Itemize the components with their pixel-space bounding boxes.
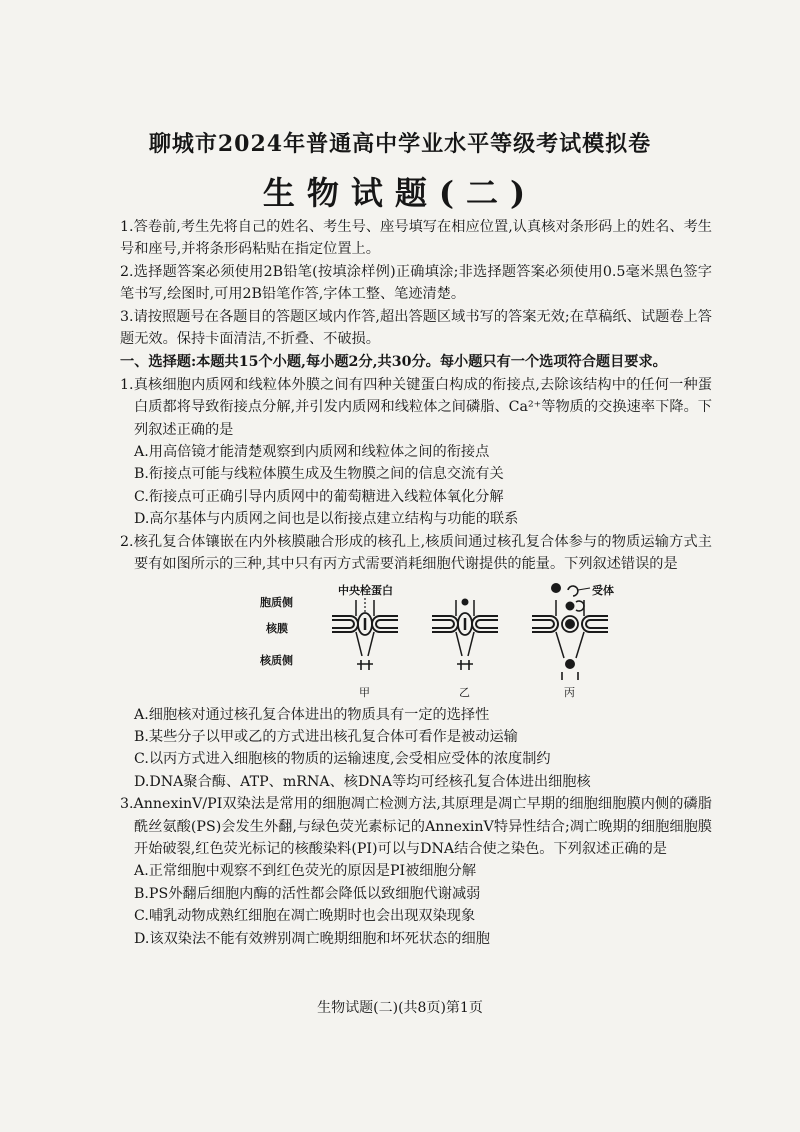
option-d: D.该双染法不能有效辨别凋亡晚期细胞和坏死状态的细胞 xyxy=(134,930,490,947)
question-1 xyxy=(120,374,712,531)
option-b: B.PS外翻后细胞内酶的活性都会降低以致细胞代谢减弱 xyxy=(134,885,481,902)
cytoplasm-side-label: 胞质侧 xyxy=(260,595,293,609)
nuclear-membrane-label: 核膜 xyxy=(266,621,288,635)
option-c: C.衔接点可正确引导内质网中的葡萄糖进入线粒体氧化分解 xyxy=(134,488,504,505)
label-yi: 乙 xyxy=(459,685,470,699)
nuclear-pore-diagram xyxy=(260,578,640,700)
question-stem: 1.真核细胞内质网和线粒体外膜之间有四种关键蛋白构成的衔接点,去除该结构中的任何一种蛋白质都将导致衔接点分解,并引发内质网和线粒体之间磷脂、Ca²⁺等物质的交换速率下降。下列叙述正确的是 xyxy=(120,376,712,438)
question-2 xyxy=(120,531,712,793)
nuclear-pore-figure xyxy=(260,578,640,700)
label-jia: 甲 xyxy=(359,685,370,699)
section-heading: 一、选择题:本题共15个小题,每小题2分,共30分。每小题只有一个选项符合题目要求。 xyxy=(120,354,667,371)
exam-title: 聊城市2024年普通高中学业水平等级考试模拟卷 xyxy=(148,131,652,157)
instruction-1: 1.答卷前,考生先将自己的姓名、考生号、座号填写在相应位置,认真核对条形码上的姓名、考生号和座号,并将条形码粘贴在指定位置上。 xyxy=(120,219,712,258)
option-b: B.衔接点可能与线粒体膜生成及生物膜之间的信息交流有关 xyxy=(134,466,504,483)
exam-body xyxy=(120,216,712,950)
nucleoplasm-side-label: 核质侧 xyxy=(260,653,293,667)
option-a: A.正常细胞中观察不到红色荧光的原因是PI被细胞分解 xyxy=(134,863,477,880)
pore-yi xyxy=(432,599,498,670)
question-stem: 3.AnnexinV/PI双染法是常用的细胞凋亡检测方法,其原理是凋亡早期的细胞细胞膜内侧的磷脂酰丝氨酸(PS)会发生外翻,与绿色荧光素标记的AnnexinV特异性结合;凋亡晚期的细胞细胞膜开始破裂,红色荧光标记的核酸染料(PI)可以与DNA结合使之染色。下列叙述正确的是 xyxy=(120,796,712,857)
question-3 xyxy=(120,793,712,950)
option-a: A.细胞核对通过核孔复合体进出的物质具有一定的选择性 xyxy=(134,706,490,723)
pore-jia xyxy=(332,598,398,670)
receptor-label: 受体 xyxy=(592,583,614,597)
central-plug-label: 中央栓蛋白 xyxy=(338,583,393,597)
label-bing: 丙 xyxy=(564,685,575,699)
question-stem: 2.核孔复合体镶嵌在内外核膜融合形成的核孔上,核质间通过核孔复合体参与的物质运输方式主要有如图所示的三种,其中只有丙方式需要消耗细胞代谢提供的能量。下列叙述错误的是 xyxy=(120,533,712,573)
option-d: D.DNA聚合酶、ATP、mRNA、核DNA等均可经核孔复合体进出细胞核 xyxy=(134,773,591,790)
option-d: D.高尔基体与内质网之间也是以衔接点建立结构与功能的联系 xyxy=(134,511,519,528)
option-a: A.用高倍镜才能清楚观察到内质网和线粒体之间的衔接点 xyxy=(134,444,490,461)
option-c: C.哺乳动物成熟红细胞在凋亡晚期时也会出现双染现象 xyxy=(134,908,476,925)
instruction-2: 2.选择题答案必须使用2B铅笔(按填涂样例)正确填涂;非选择题答案必须使用0.5毫米黑色签字笔书写,绘图时,可用2B铅笔作答,字体工整、笔迹清楚。 xyxy=(120,263,712,303)
subject-title: 生物试题(二) xyxy=(262,174,538,212)
instruction-3: 3.请按照题号在各题目的答题区域内作答,超出答题区域书写的答案无效;在草稿纸、试题卷上答题无效。保持卡面清洁,不折叠、不破损。 xyxy=(120,308,712,348)
option-c: C.以丙方式进入细胞核的物质的运输速度,会受相应受体的浓度制约 xyxy=(134,751,551,768)
page-footer: 生物试题(二)(共8页)第1页 xyxy=(317,1000,483,1016)
option-b: B.某些分子以甲或乙的方式进出核孔复合体可看作是被动运输 xyxy=(134,728,518,745)
